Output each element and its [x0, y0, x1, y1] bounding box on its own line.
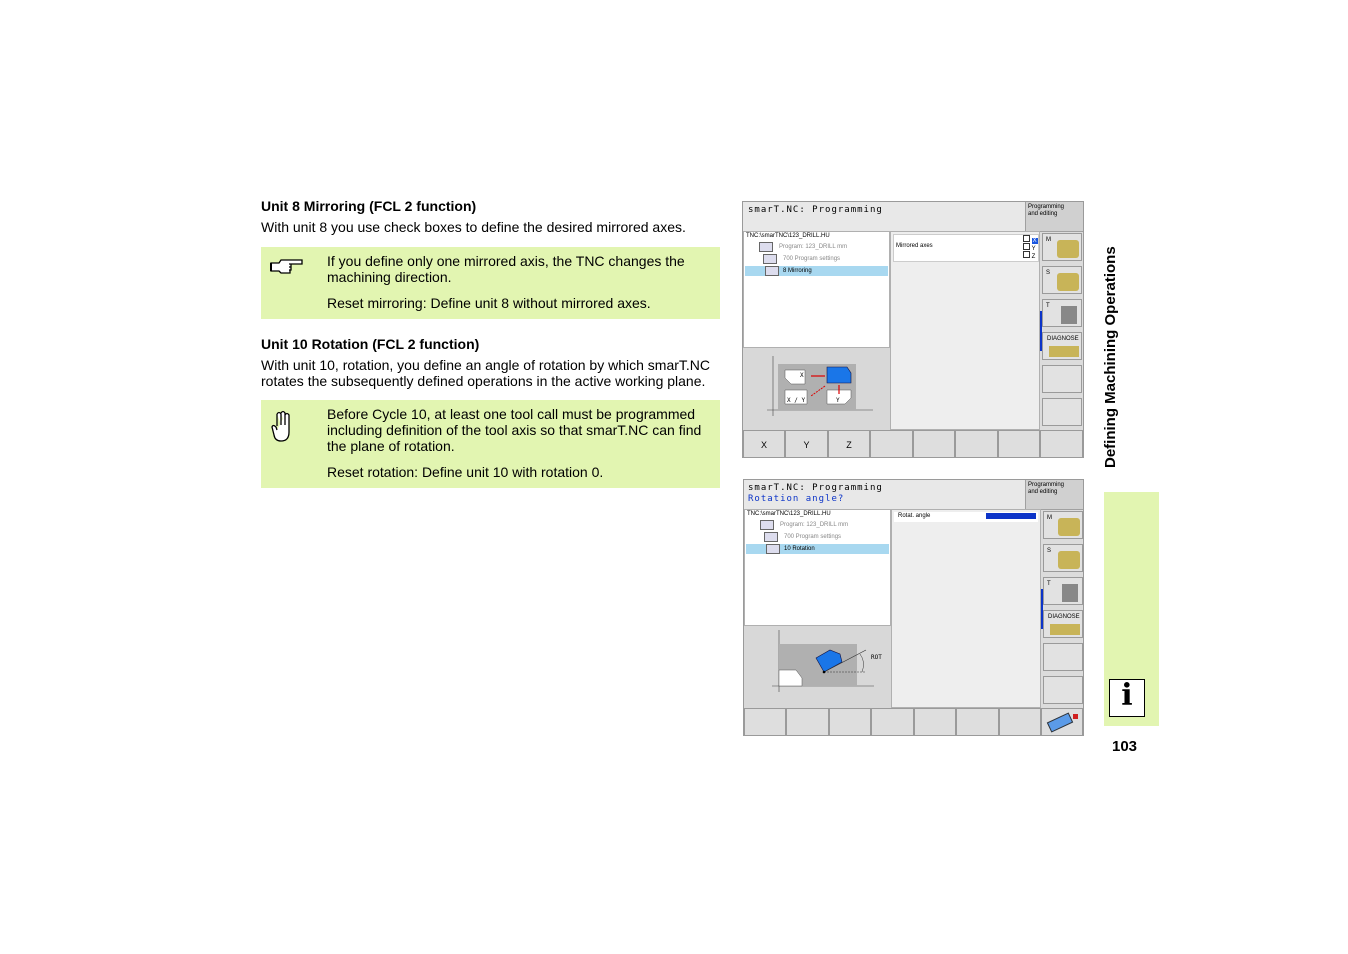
- tree-item-selected[interactable]: [746, 544, 889, 554]
- softkey-empty[interactable]: [744, 708, 786, 736]
- side-button-label: S: [1047, 548, 1052, 554]
- side-button-empty[interactable]: [1043, 676, 1083, 704]
- side-softkeys: [1040, 231, 1082, 430]
- field-label: Rotat. angle: [898, 513, 931, 519]
- axis-label: X: [1032, 238, 1037, 244]
- softkey-empty[interactable]: [955, 430, 998, 458]
- spindle-icon: [1058, 518, 1080, 536]
- screen-title: smarT.NC: Programming: [748, 483, 883, 493]
- side-button-t[interactable]: [1042, 299, 1082, 327]
- side-button-m[interactable]: [1042, 233, 1082, 261]
- diagnose-icon: [1049, 346, 1079, 357]
- softkey-x[interactable]: X: [743, 430, 785, 458]
- rotation-angle-input[interactable]: [986, 513, 1036, 519]
- axis-checkbox-z[interactable]: [1023, 251, 1035, 260]
- page-number: 103: [1112, 738, 1138, 755]
- program-tree: [744, 509, 891, 626]
- softkey-empty[interactable]: [829, 708, 871, 736]
- section-heading-mirroring: Unit 8 Mirroring (FCL 2 function): [261, 198, 477, 214]
- diagram-label: Y: [836, 397, 840, 404]
- side-button-m[interactable]: [1043, 511, 1083, 539]
- softkey-row: [744, 708, 1083, 736]
- softkey-empty[interactable]: [914, 708, 956, 736]
- softkey-empty[interactable]: [786, 708, 829, 736]
- softkey-row: [743, 430, 1083, 458]
- side-button-label: M: [1047, 515, 1052, 521]
- softkey-z[interactable]: Z: [828, 430, 870, 458]
- eraser-icon: [1047, 712, 1073, 732]
- settings-icon: [764, 532, 778, 542]
- mode-line: Programming: [1028, 482, 1065, 488]
- softkey-empty[interactable]: [913, 430, 955, 458]
- help-graphic: [744, 626, 891, 708]
- program-icon: [760, 520, 774, 530]
- raised-hand-icon: [271, 410, 293, 449]
- chapter-tab: [1104, 492, 1159, 726]
- pointing-hand-icon: [269, 255, 305, 284]
- tree-path: TNC:\smarTNC\123_DRILL.HU: [746, 233, 830, 239]
- side-button-label: DIAGNOSE: [1048, 614, 1080, 620]
- diagnose-icon: [1050, 624, 1080, 635]
- section-intro-rotation: [261, 357, 710, 389]
- diagram-label: ROT: [871, 654, 882, 661]
- tree-label: Program: 123_DRILL mm: [779, 244, 848, 250]
- tool-icon: [1061, 306, 1077, 324]
- field-label: Mirrored axes: [896, 243, 933, 249]
- softkey-empty[interactable]: [998, 430, 1040, 458]
- softkey-eraser[interactable]: [1041, 708, 1083, 736]
- screen-prompt: Rotation angle?: [748, 494, 845, 504]
- note-text-line: machining direction.: [327, 269, 452, 285]
- intro-line: With unit 10, rotation, you define an angle of rotation by which smarT.NC: [261, 357, 711, 373]
- softkey-empty[interactable]: [871, 708, 914, 736]
- program-tree: [743, 231, 890, 348]
- intro-line: rotates the subsequently defined operations in the active working plane.: [261, 373, 706, 389]
- side-button-diagnose[interactable]: [1042, 332, 1082, 360]
- tree-path: TNC:\smarTNC\123_DRILL.HU: [747, 511, 831, 517]
- input-form: [890, 231, 1040, 430]
- diagram-label: X / Y: [787, 397, 806, 404]
- softkey-y[interactable]: Y: [785, 430, 828, 458]
- softkey-empty[interactable]: [1040, 430, 1083, 458]
- tree-item[interactable]: [746, 532, 889, 542]
- help-graphic: [743, 348, 890, 430]
- diagram-label: X: [800, 372, 804, 379]
- axis-label: Y: [1031, 246, 1036, 252]
- screen-title: smarT.NC: Programming: [748, 205, 883, 215]
- softkey-empty[interactable]: [956, 708, 999, 736]
- softkey-empty[interactable]: [999, 708, 1041, 736]
- settings-icon: [763, 254, 777, 264]
- rotation-icon: [766, 544, 780, 554]
- spindle-icon: [1058, 551, 1080, 569]
- note-box-mirroring: [261, 247, 720, 319]
- side-button-diagnose[interactable]: [1043, 610, 1083, 638]
- note-text-line: the plane of rotation.: [327, 438, 455, 454]
- tree-item[interactable]: [746, 520, 889, 530]
- axis-label: Z: [1031, 254, 1036, 260]
- tree-label: 10 Rotation: [784, 546, 815, 552]
- tree-label: Program: 123_DRILL mm: [780, 522, 849, 528]
- note-text-line: Before Cycle 10, at least one tool call must be programmed: [327, 406, 696, 422]
- side-button-label: S: [1046, 270, 1051, 276]
- side-button-empty[interactable]: [1043, 643, 1083, 671]
- spindle-icon: [1057, 273, 1079, 291]
- spindle-icon: [1057, 240, 1079, 258]
- chapter-title: Defining Machining Operations: [1102, 246, 1119, 468]
- side-button-s[interactable]: [1043, 544, 1083, 572]
- tree-label: 700 Program settings: [784, 534, 842, 540]
- tree-item[interactable]: [745, 254, 888, 264]
- tree-item-selected[interactable]: [745, 266, 888, 276]
- side-button-label: M: [1046, 237, 1051, 243]
- mode-line: Programming: [1028, 204, 1065, 210]
- side-button-empty[interactable]: [1042, 398, 1082, 426]
- mode-indicator: [1025, 202, 1083, 231]
- mode-line: and editing: [1028, 489, 1058, 495]
- side-button-label: T: [1047, 581, 1051, 587]
- note-text-line: If you define only one mirrored axis, the TNC changes the: [327, 253, 685, 269]
- tool-icon: [1062, 584, 1078, 602]
- note-reset-text: Reset mirroring: Define unit 8 without mirrored axes.: [327, 295, 651, 311]
- side-button-label: DIAGNOSE: [1047, 336, 1079, 342]
- info-icon[interactable]: i: [1109, 679, 1145, 717]
- section-heading-rotation: Unit 10 Rotation (FCL 2 function): [261, 336, 480, 352]
- side-button-empty[interactable]: [1042, 365, 1082, 393]
- note-text-line: including definition of the tool axis so that smarT.NC can find: [327, 422, 702, 438]
- mode-line: and editing: [1028, 211, 1058, 217]
- side-softkeys: [1041, 509, 1083, 708]
- screen-titlebar: [744, 480, 1083, 510]
- side-button-label: T: [1046, 303, 1050, 309]
- section-intro-mirroring: With unit 8 you use check boxes to define the desired mirrored axes.: [261, 219, 686, 235]
- mirror-icon: [765, 266, 779, 276]
- tree-item[interactable]: [745, 242, 888, 252]
- screenshot-mirroring: [742, 201, 1084, 458]
- note-reset-text: Reset rotation: Define unit 10 with rotation 0.: [327, 464, 604, 480]
- program-icon: [759, 242, 773, 252]
- tree-label: 8 Mirroring: [783, 268, 812, 274]
- tree-label: 700 Program settings: [783, 256, 841, 262]
- note-box-rotation: [261, 400, 720, 488]
- input-form: [891, 509, 1041, 708]
- softkey-empty[interactable]: [870, 430, 913, 458]
- mode-indicator: [1025, 480, 1083, 509]
- screenshot-rotation: [743, 479, 1084, 736]
- side-button-s[interactable]: [1042, 266, 1082, 294]
- delete-marker-icon: [1073, 714, 1078, 719]
- screen-titlebar: [743, 202, 1083, 232]
- side-button-t[interactable]: [1043, 577, 1083, 605]
